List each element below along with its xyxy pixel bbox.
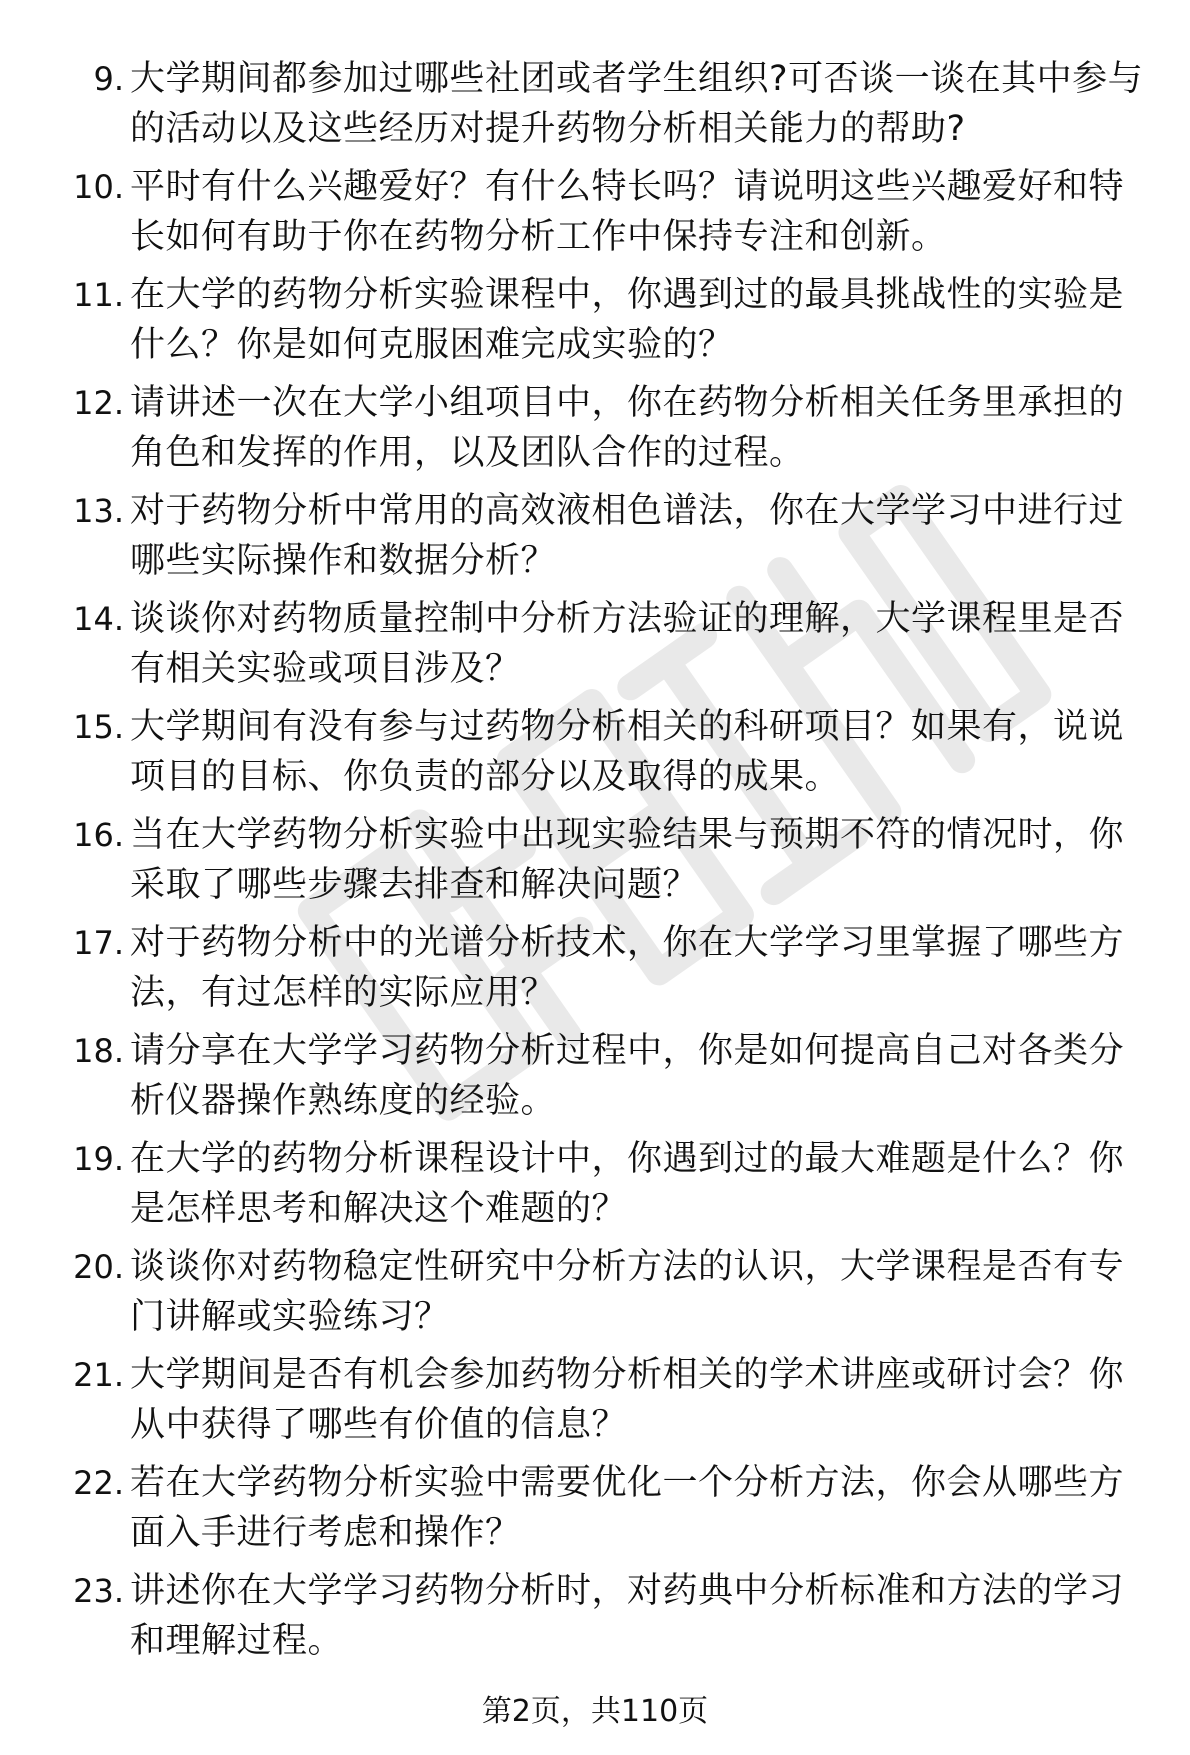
question-number: 23. [73, 1572, 124, 1610]
question-list [56, 54, 1146, 1674]
question-text: 谈谈你对药物质量控制中分析方法验证的理解，大学课程里是否有相关实验或项目涉及？ [130, 599, 1125, 689]
question-text: 对于药物分析中常用的高效液相色谱法，你在大学学习中进行过哪些实际操作和数据分析？ [130, 491, 1125, 581]
question-text: 请分享在大学学习药物分析过程中，你是如何提高自己对各类分析仪器操作熟练度的经验。 [130, 1031, 1125, 1121]
question-text: 在大学的药物分析实验课程中，你遇到过的最具挑战性的实验是什么？你是如何克服困难完成实验的？ [130, 275, 1125, 365]
question-item [56, 1026, 1146, 1126]
question-number: 21. [73, 1356, 124, 1394]
question-text: 谈谈你对药物稳定性研究中分析方法的认识，大学课程是否有专门讲解或实验练习？ [130, 1247, 1125, 1337]
question-item [56, 702, 1146, 802]
question-text: 请讲述一次在大学小组项目中，你在药物分析相关任务里承担的角色和发挥的作用，以及团队合作的过程。 [130, 383, 1125, 473]
question-item [56, 810, 1146, 910]
question-number: 10. [73, 168, 124, 206]
question-number: 17. [73, 924, 124, 962]
question-number: 12. [73, 384, 124, 422]
question-text: 对于药物分析中的光谱分析技术，你在大学学习里掌握了哪些方法，有过怎样的实际应用？ [130, 923, 1125, 1013]
question-item [56, 1566, 1146, 1666]
question-number: 16. [73, 816, 124, 854]
question-item [56, 918, 1146, 1018]
question-item [56, 54, 1146, 154]
question-text: 平时有什么兴趣爱好？有什么特长吗？请说明这些兴趣爱好和特长如何有助于你在药物分析工作中保持专注和创新。 [130, 167, 1125, 257]
question-number: 20. [73, 1248, 124, 1286]
page-indicator: 第2页，共110页 [481, 1694, 709, 1729]
question-item [56, 594, 1146, 694]
question-item [56, 486, 1146, 586]
question-number: 15. [73, 708, 124, 746]
question-text: 若在大学药物分析实验中需要优化一个分析方法，你会从哪些方面入手进行考虑和操作？ [130, 1463, 1125, 1553]
question-item [56, 270, 1146, 370]
question-item [56, 1458, 1146, 1558]
question-number: 9. [93, 60, 124, 98]
question-number: 13. [73, 492, 124, 530]
question-text: 大学期间是否有机会参加药物分析相关的学术讲座或研讨会？你从中获得了哪些有价值的信息？ [130, 1355, 1125, 1445]
question-text: 当在大学药物分析实验中出现实验结果与预期不符的情况时，你采取了哪些步骤去排查和解决问题？ [130, 815, 1125, 905]
question-item [56, 1350, 1146, 1450]
question-number: 19. [73, 1140, 124, 1178]
question-number: 22. [73, 1464, 124, 1502]
question-text: 讲述你在大学学习药物分析时，对药典中分析标准和方法的学习和理解过程。 [130, 1571, 1125, 1661]
question-item [56, 1134, 1146, 1234]
question-item [56, 162, 1146, 262]
question-text: 大学期间都参加过哪些社团或者学生组织?可否谈一谈在其中参与的活动以及这些经历对提升药物分析相关能力的帮助? [130, 59, 1144, 149]
question-number: 11. [73, 276, 124, 314]
question-number: 14. [73, 600, 124, 638]
question-text: 在大学的药物分析课程设计中，你遇到过的最大难题是什么？你是怎样思考和解决这个难题的？ [130, 1139, 1125, 1229]
question-number: 18. [73, 1032, 124, 1070]
question-item [56, 1242, 1146, 1342]
question-text: 大学期间有没有参与过药物分析相关的科研项目？如果有，说说项目的目标、你负责的部分以及取得的成果。 [130, 707, 1125, 797]
question-item [56, 378, 1146, 478]
